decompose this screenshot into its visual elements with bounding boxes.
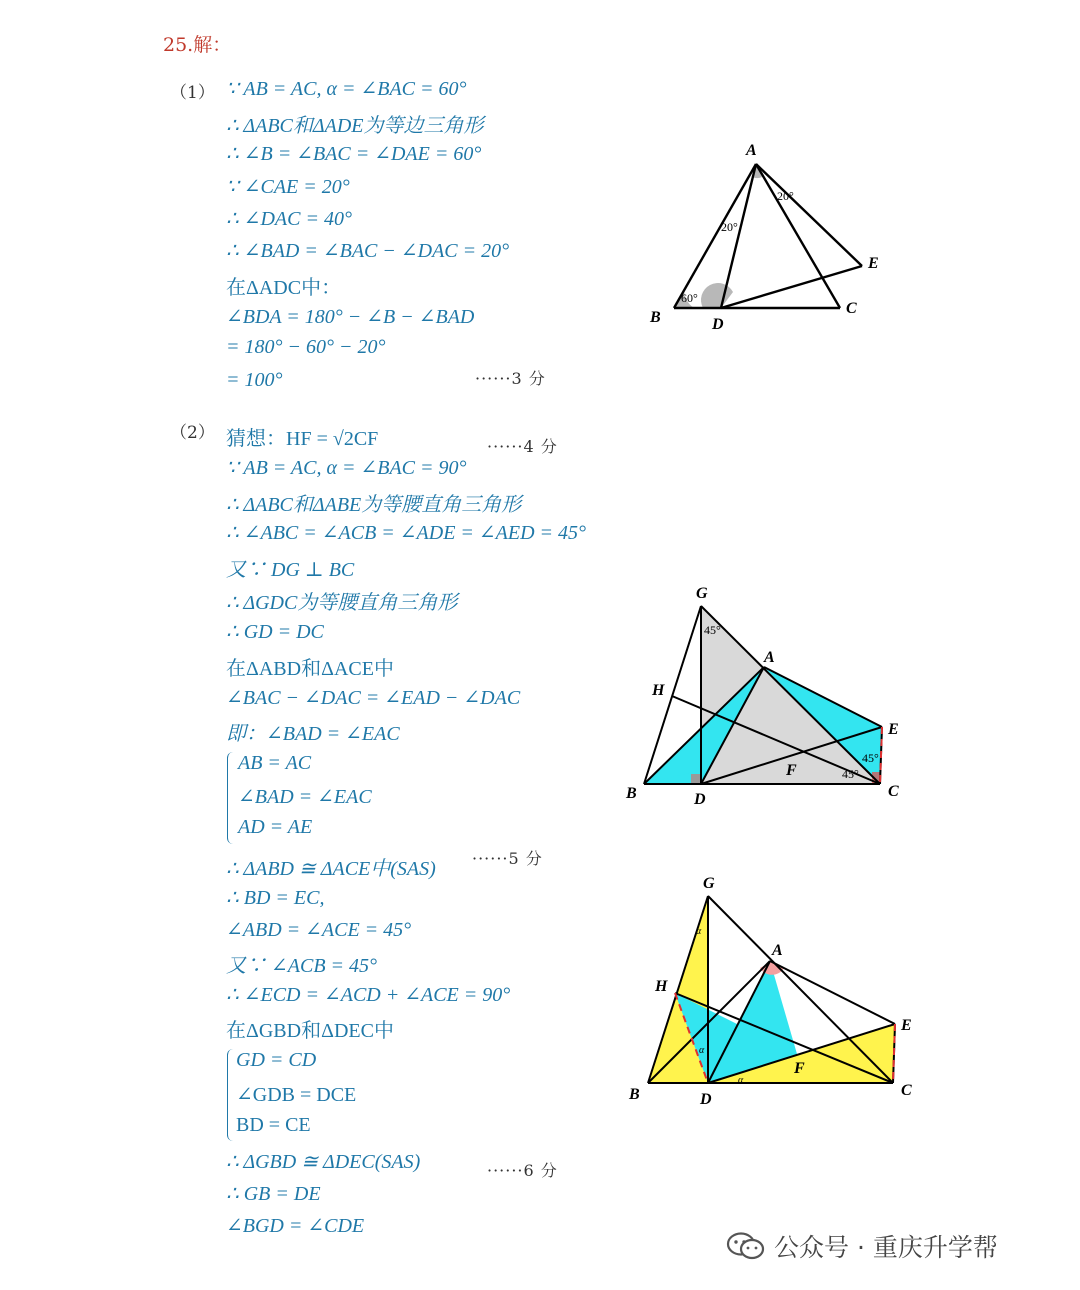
angle-label: α — [696, 926, 702, 937]
part2-line: 即：∠BAD = ∠EAC — [226, 723, 400, 745]
angle-label: α — [699, 1045, 705, 1056]
point-label-a: A — [772, 942, 783, 959]
part2-line: 在ΔGBD和ΔDEC中 — [226, 1020, 394, 1042]
score-5: ······5 分 — [472, 849, 543, 868]
angle-mark-d — [701, 283, 733, 308]
part2-line: 猜想：HF = √2CF — [226, 428, 379, 450]
part2-line: 在ΔABD和ΔACE中 — [226, 658, 394, 680]
part1-line: ∴ ∠B = ∠BAC = ∠DAE = 60° — [226, 143, 482, 165]
point-label-g: G — [696, 585, 708, 602]
part2-line: ∵ AB = AC, α = ∠BAC = 90° — [226, 457, 467, 479]
angle-label: 45° — [862, 751, 879, 765]
part2-line: ∴ ∠ABC = ∠ACB = ∠ADE = ∠AED = 45° — [226, 522, 587, 544]
point-label-c: C — [846, 300, 857, 317]
part2-line: 又∵ ∠ACB = 45° — [226, 955, 378, 977]
part2-line: 又∵ DG ⊥ BC — [226, 559, 355, 581]
problem-title: 25.解： — [163, 34, 232, 56]
angle-label: 45° — [704, 623, 721, 637]
point-label-c: C — [901, 1082, 912, 1099]
score-6: ······6 分 — [487, 1161, 558, 1180]
point-label-a: A — [764, 649, 775, 666]
point-label-h: H — [655, 978, 668, 995]
score-3: ······3 分 — [475, 369, 546, 388]
figure-1 — [649, 142, 879, 333]
part2-line: ∴ ΔGDC为等腰直角三角形 — [226, 592, 458, 614]
point-label-f: F — [786, 762, 797, 779]
angle-label: 60° — [681, 291, 698, 305]
part2-line: AB = AC — [238, 752, 312, 774]
point-label-e: E — [888, 721, 899, 738]
part1-line: = 180° − 60° − 20° — [226, 336, 386, 358]
part2-line: ∠BGD = ∠CDE — [226, 1215, 365, 1237]
part1-line: ∴ ΔABC和ΔADE为等边三角形 — [226, 115, 484, 137]
part1-line: ∵ AB = AC, α = ∠BAC = 60° — [226, 78, 467, 100]
watermark — [726, 1228, 998, 1264]
point-label-d: D — [700, 1091, 712, 1108]
part2-line: ∴ ∠ECD = ∠ACD + ∠ACE = 90° — [226, 984, 511, 1006]
part2-line: BD = CE — [236, 1114, 311, 1136]
part2-line: ∴ GD = DC — [226, 621, 324, 643]
part1-label: （1） — [170, 83, 215, 103]
point-label-b: B — [650, 309, 661, 326]
watermark-text: 公众号 · 重庆升学帮 — [774, 1233, 998, 1262]
angle-label: 45° — [842, 767, 859, 781]
figure-3 — [628, 875, 912, 1108]
part1-line: 在ΔADC中： — [226, 277, 342, 299]
point-label-e: E — [868, 255, 879, 272]
point-label-c: C — [888, 783, 899, 800]
point-label-b: B — [629, 1086, 640, 1103]
part1-line: ∠BDA = 180° − ∠B − ∠BAD — [226, 306, 475, 328]
part1-line: ∴ ∠BAD = ∠BAC − ∠DAC = 20° — [226, 240, 510, 262]
part2-line: ∠GDB = DCE — [236, 1084, 357, 1106]
part2-line: ∠BAD = ∠EAC — [238, 786, 372, 808]
angle-label: α — [738, 1075, 744, 1086]
part1-line: ∴ ∠DAC = 40° — [226, 208, 352, 230]
part2-line: AD = AE — [238, 816, 313, 838]
wechat-icon — [726, 1231, 766, 1261]
point-label-e: E — [901, 1017, 912, 1034]
part2-line: ∴ ΔABD ≅ ΔACE中(SAS) — [226, 858, 436, 880]
part2-line: ∴ BD = EC, — [226, 887, 325, 909]
part2-line: ∴ ΔABC和ΔABE为等腰直角三角形 — [226, 494, 522, 516]
part2-line: ∴ ΔGBD ≅ ΔDEC(SAS) — [226, 1151, 421, 1173]
score-4: ······4 分 — [487, 437, 558, 456]
point-label-a: A — [746, 142, 757, 159]
part1-line: ∵ ∠CAE = 20° — [226, 176, 350, 198]
figure-2 — [625, 585, 899, 808]
angle-label: 20° — [721, 220, 738, 234]
part2-line: GD = CD — [236, 1049, 317, 1071]
part1-line: = 100° — [226, 369, 283, 391]
point-label-g: G — [703, 875, 715, 892]
part2-line: ∴ GB = DE — [226, 1183, 321, 1205]
part2-line: ∠BAC − ∠DAC = ∠EAD − ∠DAC — [226, 687, 521, 709]
part2-label: （2） — [170, 423, 215, 443]
point-label-f: F — [794, 1060, 805, 1077]
point-label-h: H — [652, 682, 665, 699]
point-label-b: B — [626, 785, 637, 802]
angle-label: 20° — [777, 189, 794, 203]
point-label-d: D — [712, 316, 724, 333]
part2-line: ∠ABD = ∠ACE = 45° — [226, 919, 412, 941]
point-label-d: D — [694, 791, 706, 808]
